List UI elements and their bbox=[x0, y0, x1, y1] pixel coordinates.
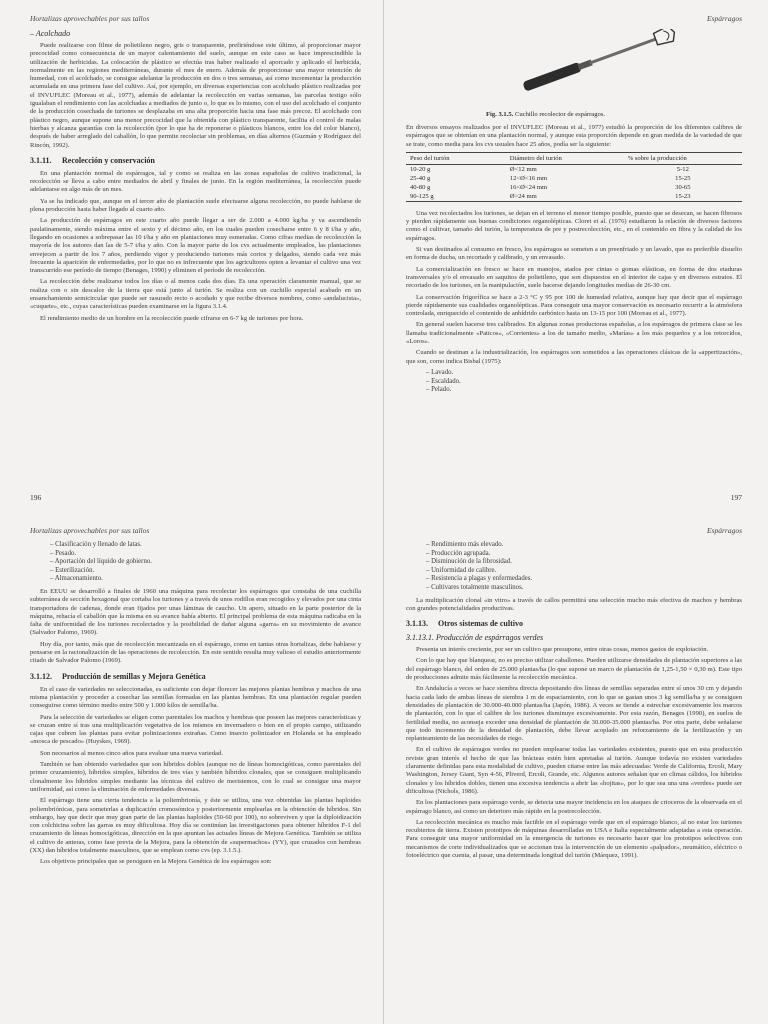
list-item: – Producción agrupada. bbox=[426, 550, 742, 559]
paragraph: En los plantaciones para espárrago verde, se detecta una mayor incidencia en los ataques de crioceros de la observada en el espárrago blanco, así como un deterioro más rápido en la postrecolección. bbox=[406, 799, 742, 815]
list-item: – Uniformidad de calibre. bbox=[426, 567, 742, 576]
paragraph-group bbox=[30, 170, 361, 323]
table-cell: Ø>24 mm bbox=[490, 192, 624, 202]
list-item: – Resistencia a plagas y enfermedades. bbox=[426, 575, 742, 584]
bottom-spread bbox=[0, 512, 768, 1024]
table-header-row bbox=[406, 152, 742, 164]
page-number: 197 bbox=[730, 493, 742, 502]
paragraph: En general suelen hacerse tres calibrados. En algunas zonas productoras españolas, a los espárragos de primera clase se les llamaba tradicionalmente «Paticos», «Corrientes» a los de tamaño medio, «Marías» a los más pequeños y a los retorcidos, «Loros». bbox=[406, 321, 742, 346]
table-row bbox=[406, 183, 742, 192]
running-head: Hortalizas aprovechables por sus tallos bbox=[30, 526, 150, 535]
list-item: – Disminución de la fibrosidad. bbox=[426, 558, 742, 567]
table-row bbox=[406, 192, 742, 202]
page-199 bbox=[384, 512, 768, 1024]
section-heading bbox=[30, 672, 361, 681]
figure-label: Fig. 3.1.5. bbox=[486, 111, 514, 118]
list-item: – Rendimiento más elevado. bbox=[426, 541, 742, 550]
table-header: Diámetro del turión bbox=[490, 152, 624, 164]
paragraph: En el cultivo de espárragos verdes no pueden emplearse todas las variedades existentes, puesto que en esta producción reviste gran interés el hecho de que las brácteas estén bien apretadas al turión. Aunque todavía no existen variedades claramente definidas para esta modalidad de cultivo, pueden citarse entre las más adecuadas: Verde de California, Ercoli, Mary Washington, Jersey Giant, Syn 4-56, Pliverd, Ercoli, Grande, etc. Algunos autores señalan que en climas cálidos, los híbridos clonales y los híbridos dobles, tienen una excesiva tendencia a abrir las «hojitas», por lo que sea una una «verdes» puede ser dificultosa (Nichols, 1986). bbox=[406, 746, 742, 795]
list-item: – Clasificación y llenado de latas. bbox=[50, 541, 361, 550]
table-cell: 10-20 g bbox=[410, 165, 431, 173]
paragraph: En una plantación normal de espárragos, tal y como se realiza en las zonas españolas de cultivo tradicional, la recolección se lleva a cabo entre mediados de abril y finales de junio. En la región mediterránea, la recolección puede adelantarse en algo más de un mes. bbox=[30, 169, 361, 194]
paragraph: En EEUU se desarrolló a finales de 1960 una máquina para recolectar los espárragos que constaba de una cuchilla subterránea de sección hexagonal que cortaba los turiones y a través de unos rodillos eran recogidos y elevados por una cinta transportadora de cadenas, donde eran fijados por unas láminas de caucho. Un apero, situado en la parte posterior de la máquina, rehacía el caballón que la misma en su avance había abierto. El principal problema de esta máquina radicaba en la falta de uniformidad de los turiones recolectados y la posibilidad de dañar alguna «garra» en su movimiento de avance (Salvador Palomo, 1969). bbox=[30, 587, 361, 637]
list-item: – Pesado. bbox=[50, 550, 361, 559]
paragraph: La recolección mecánica es mucho más factible en el espárrago verde que en el espárrago blanco, al no estar los turiones recubiertos de tierra. Existen prototipos de máquinas desarrolladas en USA e Italia especialmente adaptadas a esta operación. Para conseguir una mayor uniformidad en la emergencia de turiones es necesario hacer que los prototipos selectivos con mecanismos de corte individualizados que se accionan tras la intervención de un elemento «palpador», neumático, eléctrico o fotoeléctrico que cuenta, al pasar, una determinada longitud del turión (Márquez, 1991). bbox=[406, 818, 742, 859]
page-196 bbox=[0, 0, 384, 512]
paragraph: En diversos ensayos realizados por el INVUFLEC (Moreau et al., 1977) estudió la proporción de los diferentes calibres de espárragos que se obtenían en una plantación normal, y aunque esta proporción depende en gran medida de la variedad de que se trate, como media para los cvs usuales hace 25 años, podía ser la siguiente: bbox=[406, 124, 742, 148]
figure-caption-text: Cuchillo recolector de espárragos. bbox=[514, 111, 606, 118]
section-title: Producción de semillas y Mejora Genética bbox=[62, 671, 206, 681]
paragraph-group bbox=[30, 686, 361, 867]
table-cell: 40-80 g bbox=[410, 183, 431, 191]
paragraph: Ya se ha indicado que, aunque en el tercer año de plantación suele efectuarse alguna recolección, no puede hablarse de plena producción hasta haber llegado al cuarto año. bbox=[30, 197, 361, 214]
section-number: 3.1.11. bbox=[30, 155, 52, 165]
page-197 bbox=[384, 0, 768, 512]
page-198 bbox=[0, 512, 384, 1024]
list-item: – Esterilización. bbox=[50, 567, 361, 576]
paragraph: Los objetivos principales que se persiguen en la Mejora Genética de los espárragos son: bbox=[40, 858, 272, 866]
section-heading bbox=[406, 619, 742, 628]
paragraph: Puede realizarse con filme de polietileno negro, gris o transparente, prefiriéndose este último, al proporcionar mayor precocidad como consecuencia de un mayor calentamiento del suelo, aunque en este caso se hace imprescindible la utilización de herbicidas. La colocación de plástico se efectúa tras haber realizado el aporcado y aplicado el herbicida, normalmente en las regiones mediterráneas, durante el mes de enero. Además de proporcionar una mayor retención de humedad, con el acolchado, se consigue adelantar la producción en dos o tres semanas, así como incrementar la producción acumulada en una primera fase del cultivo. Así, por ejemplo, en diversas experiencias con acolchado plástico realizadas por el INVUFLEC (Moreau et al., 1977), además de adelantar la recolección en varias semanas, las parcelas testigo sólo igualaban el rendimiento con las acolchadas a mediados de junio o, lo que es lo mismo, con el uso del acolchado el conjunto de la producción cosechada de turiones se desplazaba en una alta proporción hacia una fase más precoz. El acolchado con plástico negro, aunque supone una menor precocidad que la obtenida con plástico transparente, facilita el control de malas hierbas y alcanza garantías con la recolección (por lo que ha de reponerse o plásticos blancos, entre los del color blanco), después de haber arreglado del caballón, lo que permite recolectar sin problemas, en días alternos (Guzmán y Rodríguez del Rincón, 1992). bbox=[30, 42, 361, 149]
table-row bbox=[406, 164, 742, 174]
paragraph: Presenta un interés creciente, por ser un cultivo que presupone, entre otras cosas, menos gastos de explotación. bbox=[416, 646, 709, 654]
subsection-heading: 3.1.13.1. Producción de espárragos verdes bbox=[406, 633, 544, 643]
paragraph: La conservación frigorífica se hace a 2-3 °C y 95 por 100 de humedad relativa, aunque hay que decir que el espárrago pierde rápidamente sus cualidades organolépticas. Para conseguir una mayor conservación es necesario recurrir a la atmósfera controlada, enriquecido el contenido de anhídrido carbónico hasta un 13-15 por 100 (Moreau et al., 1977). bbox=[406, 293, 742, 318]
paragraph-group bbox=[406, 210, 742, 366]
table-header: Peso del turión bbox=[406, 152, 490, 164]
table-cell: 90-125 g bbox=[406, 192, 490, 202]
paragraph: Si van destinados al consumo en fresco, los espárragos se someten a un preenfriado y un lavado, que es preferible disuelto en forma de ducha, un recortado y calibrado, y un envasado. bbox=[406, 246, 742, 262]
paragraph-group bbox=[30, 42, 361, 150]
table-cell: 5-12 bbox=[676, 165, 689, 173]
paragraph: El rendimiento medio de un hombre en la recolección puede cifrarse en 6-7 kg de turiones por hora. bbox=[40, 314, 304, 322]
paragraph: La recolección debe realizarse todos los días o al menos cada dos días. Es una operación claramente manual, que se realiza con o sin descalce de la tierra que está junto al turión. Se realiza con un cuchillo especial acabado en un ensanchamiento semicircular que puede ser rasurado recto o acodado y que recibe diversos nombres, como «andalucista», «cuquete», etc., cuyas características pueden examinarse en la figura 3.1.4. bbox=[30, 278, 361, 311]
caliber-table bbox=[406, 152, 742, 202]
table-cell: Ø<12 mm bbox=[509, 165, 537, 173]
knife-illustration bbox=[406, 29, 742, 111]
paragraph: También se han obtenido variedades que son híbridos dobles (aunque no de líneas homocigóticas, como parentales del primer cruzamiento), híbridos simples, híbridos de tres vías y también híbridos clonales, que se consiguen multiplicando clonalmente los híbridos simples mediante las técnicas del cultivo de meristemos, con lo cual se consigue una mayor uniformidad, así como la eliminación de enfermedades diversas. bbox=[30, 761, 361, 793]
figure-caption bbox=[486, 111, 742, 118]
list-item: – Lavado. bbox=[426, 369, 742, 378]
subsection-heading: – Acolchado bbox=[30, 29, 71, 38]
list-item: – Pelado. bbox=[426, 386, 742, 395]
process-list bbox=[30, 541, 361, 584]
running-head: Espárragos bbox=[706, 526, 742, 535]
page-number: 196 bbox=[30, 493, 42, 502]
list-item: – Aportación del líquido de gobierno. bbox=[50, 558, 361, 567]
paragraph: La comercialización en fresco se hace en manojos, atados por cintas o gomas elásticas, en forma de dos etaduras transversales y/o el envasado en saquitos de polietileno, que son dispuestos en el interior de cajas y en diversos estratos. El recortado de los turiones, en la manipulación, suele hacerse dejando longitudes medias de 26-30 cm. bbox=[406, 265, 742, 290]
paragraph: Con lo que hay que blanquear, no es preciso utilizar caballones. Pueden utilizarse densidades de plantación superiores a las del espárrago blanco, del orden de 25.000 plantas/ha (lo que supone un marco de plantación de 1,25-1,50 × 0,30 m). Este tipo de producciones admite más fácilmente la recolección mecánica. bbox=[406, 657, 742, 682]
paragraph: Una vez recolectados los turiones, se dejan en el terreno el menor tiempo posible, puesto que se desecan, se hacen fibrosos y pierden rápidamente sus buenas condiciones organolépticas. Cloret et al. (1976) estudiaron la relación de diversos factores como el cultivar, tamaño del turión, la temperatura de pre y postrecolección, etc., en el contenido en fibra y la calidad de los espárragos. bbox=[406, 209, 742, 242]
section-number: 3.1.13. bbox=[406, 619, 428, 629]
list-item: – Escaldado. bbox=[426, 378, 742, 387]
table-row bbox=[406, 174, 742, 183]
table-cell: 16<Ø<24 mm bbox=[509, 183, 548, 191]
paragraph: El espárrago tiene una cierta tendencia a la poliembrionía, y éste se utiliza, una vez obtenidas las plantas haploides poliembriónicas, para someterlas a duplicación cromosómica y posteriormente emplearlas en la obtención de híbridos. Sin embargo, hay que decir que muy gran parte de las plantas haploides (50-60 por 100), no sobreviven y que la diploidización con colchicina sobre las garras es muy dificultosa. Hoy día se continúan las investigaciones para obtener híbridos F-1 del cruzamiento de líneas homocigóticas, dirección en la que apuntan las actuales líneas de Mejora Genética. También se utiliza el cultivo de anteras, como fase previa de la Mejora, para la obtención de «supermachos» (YY), que cruzados con hembras (XX) dan híbridos totalmente masculinos, que se emplean como cvs (ep. 3.1.5.). bbox=[30, 797, 361, 854]
section-title: Recolección y conservación bbox=[62, 155, 155, 165]
section-number: 3.1.12. bbox=[30, 671, 52, 681]
section-heading bbox=[30, 156, 361, 165]
paragraph: La multiplicación clonal «in vitro» a través de callos permitirá una selección mucho más efectiva de machos y hembras con grandes potencialidades productivas. bbox=[406, 596, 742, 612]
objectives-list bbox=[406, 541, 742, 593]
figure-knife bbox=[406, 29, 742, 111]
table-header: % sobre la producción bbox=[624, 152, 742, 164]
running-head: Espárragos bbox=[706, 14, 742, 23]
list-item: – Cultivares totalmente masculinos. bbox=[426, 584, 742, 593]
table-cell: 15-23 bbox=[624, 192, 742, 202]
paragraph: En el caso de variedades no seleccionadas, es suficiente con dejar florecer las mejores plantas hembras y machos de una misma plantación y proceder a cosechar las semillas formadas en las plantas hembras. En una plantación regular pueden conseguirse como término medio entre 500 y 1.000 kilos de semilla/ha. bbox=[30, 685, 361, 710]
section-title: Otros sistemas de cultivo bbox=[438, 619, 523, 629]
paragraph: Cuando se destinan a la industrialización, los espárragos son sometidos a las operaciones clásicas de la «appertización», que son, como indica Bisbal (1975): bbox=[406, 349, 742, 365]
paragraph-group bbox=[30, 588, 361, 666]
running-head: Hortalizas aprovechables por sus tallos bbox=[30, 14, 150, 23]
table-cell: 15-25 bbox=[675, 174, 691, 182]
paragraph: La producción de espárragos en este cuarto año puede llegar a ser de 2.000 a 4.000 kg/ha y va ascendiendo paulatinamente, siendo máxima entre el sexto y el décimo año, en los cuales pueden cosecharse entre 6 y 8 t/ha y año, llegando en ocasiones a sobrepasar las 10 t/ha y año en plantaciones muy esmeradas. Como cifras medias de recolección la mayoría de los autores dan las de 5-7 t/ha y año. Con la mayor parte de los cvs actualmente empleados, las plantaciones envejecen a partir de los 7 años, perdiendo vigor y produciendo turiones más cortos y delgados, siendo cada vez más frecuente la aparición de enfermedades, por lo que no es infrecuente que los agricultores opten a levantar el cultivo una vez transcurrido ese período de tiempo (Benages, 1990) y eliminen el período de recolección. bbox=[30, 217, 361, 275]
table-cell: 30-65 bbox=[675, 183, 691, 191]
paragraph: Hoy día, por tanto, más que de recolección mecanizada en el espárrago, como en tantas otras hortalizas, debe hablarse y pensarse en la racionalización de las operaciones de recolección. En este sentido resulta muy valioso el estudio anteriormente citado de Salvador Palomo (1969). bbox=[30, 640, 361, 665]
paragraph-group bbox=[406, 124, 742, 149]
process-list bbox=[406, 369, 742, 395]
paragraph-group bbox=[406, 646, 742, 860]
paragraph: Para la selección de variedades se eligen como parentales los machos y hembras que poseen las mejores características y se cruzan entre sí tras una multiplicación vegetativa de los mismos en invernadero o bien en el propio campo, utilizando cajas que cubren las plantas para evitar polinizaciones extrañas. Como insecto polinizador en Holanda se ha empleado «mosca de pescado» (Huyskes, 1969). bbox=[30, 713, 361, 746]
table-cell: 12<Ø<16 mm bbox=[509, 174, 548, 182]
table-cell: 25-40 g bbox=[410, 174, 431, 182]
list-item: – Almacenamiento. bbox=[50, 575, 361, 584]
paragraph: Son necesarios al menos cinco años para evaluar una nueva variedad. bbox=[40, 749, 223, 757]
paragraph: En Andalucía a veces se hace siembra directa depositando dos líneas de semillas separadas entre sí unos 30 cm y dejando hacia cada lado de ambas líneas de siembra 1 m de espaciamiento, con lo que se gastan unos 3 kg semilla/ha y se consiguen densidades de plantación de 30.000-40.000 plantas/ha (Japón, 1986). A veces se tiende a estrechar excesivamente los marcos de plantación, con lo que el calibre de los turiones disminuye excesivamente. Por esta razón, Benages (1990), en suelos de fertilidad media, no aconseja exceder una densidad de plantación de 30.000-35.000 plantas/ha. Por otra parte, debe señalarse que todo incremento de la densidad de plantación, debe llevar acoplado un reforzamiento de la fertilización y un replanteamiento de las necesidades de riego. bbox=[406, 685, 742, 743]
